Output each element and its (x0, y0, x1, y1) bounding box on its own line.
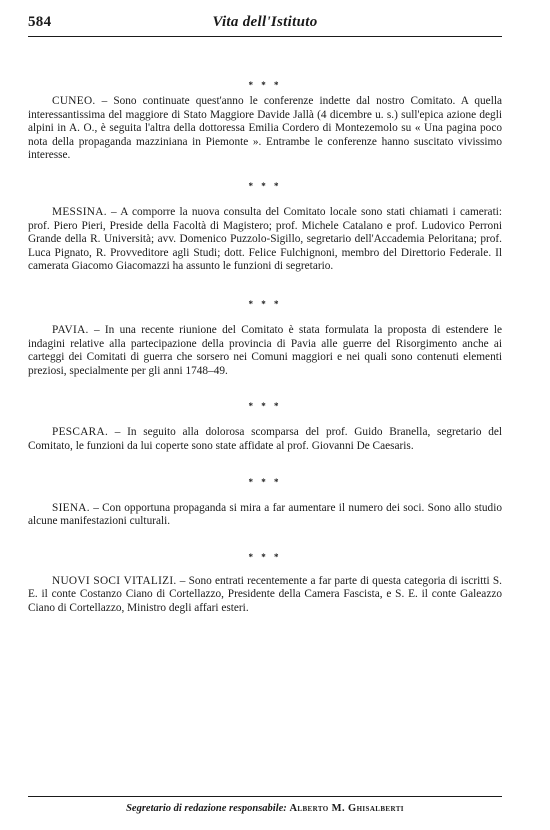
entry-text: – Sono continuate quest'anno le conferenze indette dal nostro Comitato. A quella interessantissima del maggiore di Stato Maggiore Davide Jallà (4 dicembre u. s.) sull'epica azione degli alpini in A. O., è seguita l'altra della dottoressa Emilia Cordero di Montezemolo su « Una pagina poco nota della propaganda mazziniana in Piemonte ». Entrambe le conferenze hanno suscitato vivissimo interesse. (28, 95, 502, 162)
page (28, 14, 502, 615)
entry-text: – A comporre la nuova consulta del Comitato locale sono stati chiamati i camerati: prof. Piero Pieri, Preside della Facoltà di Magistero; prof. Michele Catalano e prof. Ludovico Perroni Grande della R. Università; avv. Domenico Puzzolo-Sigillo, segretario dell'Accademia Peloritana; prof. Luca Pignato, R. Provveditore agli Studi; dott. Felice Fulchignoni, membro del Direttorio Federale. Il camerata Giacomo Giacomazzi ha assunto le funzioni di segretario. (28, 205, 502, 273)
section-separator: * * * (248, 80, 282, 90)
section-separator: * * * (248, 551, 282, 562)
section-separator: * * * (248, 476, 282, 487)
entry-siena (28, 502, 502, 529)
footer-label: Segretario di redazione responsabile: (126, 803, 287, 814)
entry-place: PESCARA. (52, 426, 109, 439)
entry-pavia (28, 324, 502, 378)
page-number: 584 (28, 14, 52, 30)
section-separator: * * * (248, 401, 282, 412)
section-separator: * * * (248, 180, 282, 191)
entry-messina (28, 206, 502, 274)
running-head (28, 14, 502, 37)
entry-place: MESSINA. (52, 205, 107, 218)
page-footer (28, 796, 502, 814)
entry-place: CUNEO. (52, 95, 96, 107)
entry-place: SIENA. (52, 501, 90, 514)
entry-place: PAVIA. (52, 323, 89, 336)
entry-place: NUOVI SOCI VITALIZI. (52, 574, 177, 587)
section-separator: * * * (248, 298, 282, 309)
entry-text: – In una recente riunione del Comitato è stata formulata la proposta di estendere le indagini relative alla partecipazione della provincia di Pavia alle guerre del Risorgimento anche ai carteggi dei Comitati di guerra che sorsero nei Comuni maggiori e nei quali sono contenuti elementi preziosi, specialmente per gli anni 1748–49. (28, 323, 502, 377)
entry-text: – Sono entrati recentemente a far parte di questa categoria di iscritti S. E. il conte Costanzo Ciano di Cortellazzo, Presidente della Camera Fascista, e S. E. il conte Galeazzo Ciano di Cortellazzo, Ministro degli affari esteri. (28, 574, 502, 614)
entry-text: – Con opportuna propaganda si mira a far aumentare il numero dei soci. Sono allo studio alcune manifestazioni culturali. (28, 501, 502, 528)
entry-nuovi-soci-vitalizi (28, 575, 502, 616)
entry-pescara (28, 426, 502, 453)
journal-title: Vita dell'Istituto (212, 14, 318, 30)
footer-name: Alberto M. Ghisalberti (289, 803, 404, 814)
entry-cuneo (28, 95, 502, 163)
entry-text: – In seguito alla dolorosa scomparsa del prof. Guido Branella, segretario del Comitato, le funzioni da lui coperte sono state affidate al prof. Giovanni De Caesaris. (28, 426, 502, 452)
